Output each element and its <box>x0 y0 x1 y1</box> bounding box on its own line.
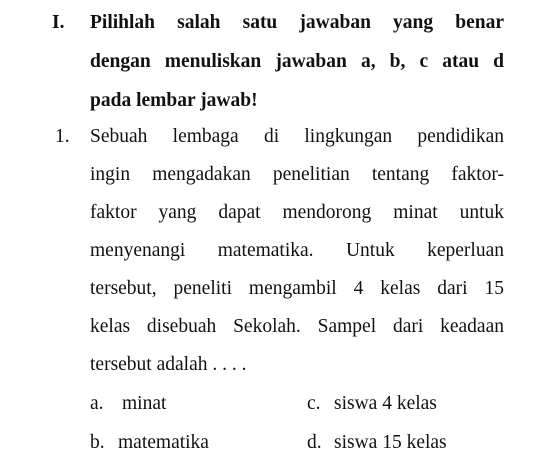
instruction-line-1: Pilihlah salah satu jawaban yang benar <box>90 12 504 33</box>
question-number: 1. <box>55 126 70 147</box>
question-line-4: menyenangi matematika. Untuk keperluan <box>90 240 504 261</box>
section-number: I. <box>52 12 65 33</box>
instruction-line-3: pada lembar jawab! <box>90 90 258 111</box>
option-b-text: matematika <box>118 432 209 453</box>
instruction-line-2: dengan menuliskan jawaban a, b, c atau d <box>90 51 504 72</box>
option-a-text: minat <box>122 393 167 414</box>
option-a-letter: a. <box>90 393 104 414</box>
question-line-6: kelas disebuah Sekolah. Sampel dari keadaan <box>90 316 504 337</box>
question-line-5: tersebut, peneliti mengambil 4 kelas dari 15 <box>90 278 504 299</box>
question-line-7: tersebut adalah . . . . <box>90 354 247 375</box>
option-c-letter: c. <box>307 393 321 414</box>
option-d-text: siswa 15 kelas <box>334 432 447 453</box>
question-line-1: Sebuah lembaga di lingkungan pendidikan <box>90 126 504 147</box>
option-d-letter: d. <box>307 432 322 453</box>
option-c-text: siswa 4 kelas <box>334 393 437 414</box>
question-line-2: ingin mengadakan penelitian tentang faktor- <box>90 164 504 185</box>
option-b-letter: b. <box>90 432 105 453</box>
question-line-3: faktor yang dapat mendorong minat untuk <box>90 202 504 223</box>
